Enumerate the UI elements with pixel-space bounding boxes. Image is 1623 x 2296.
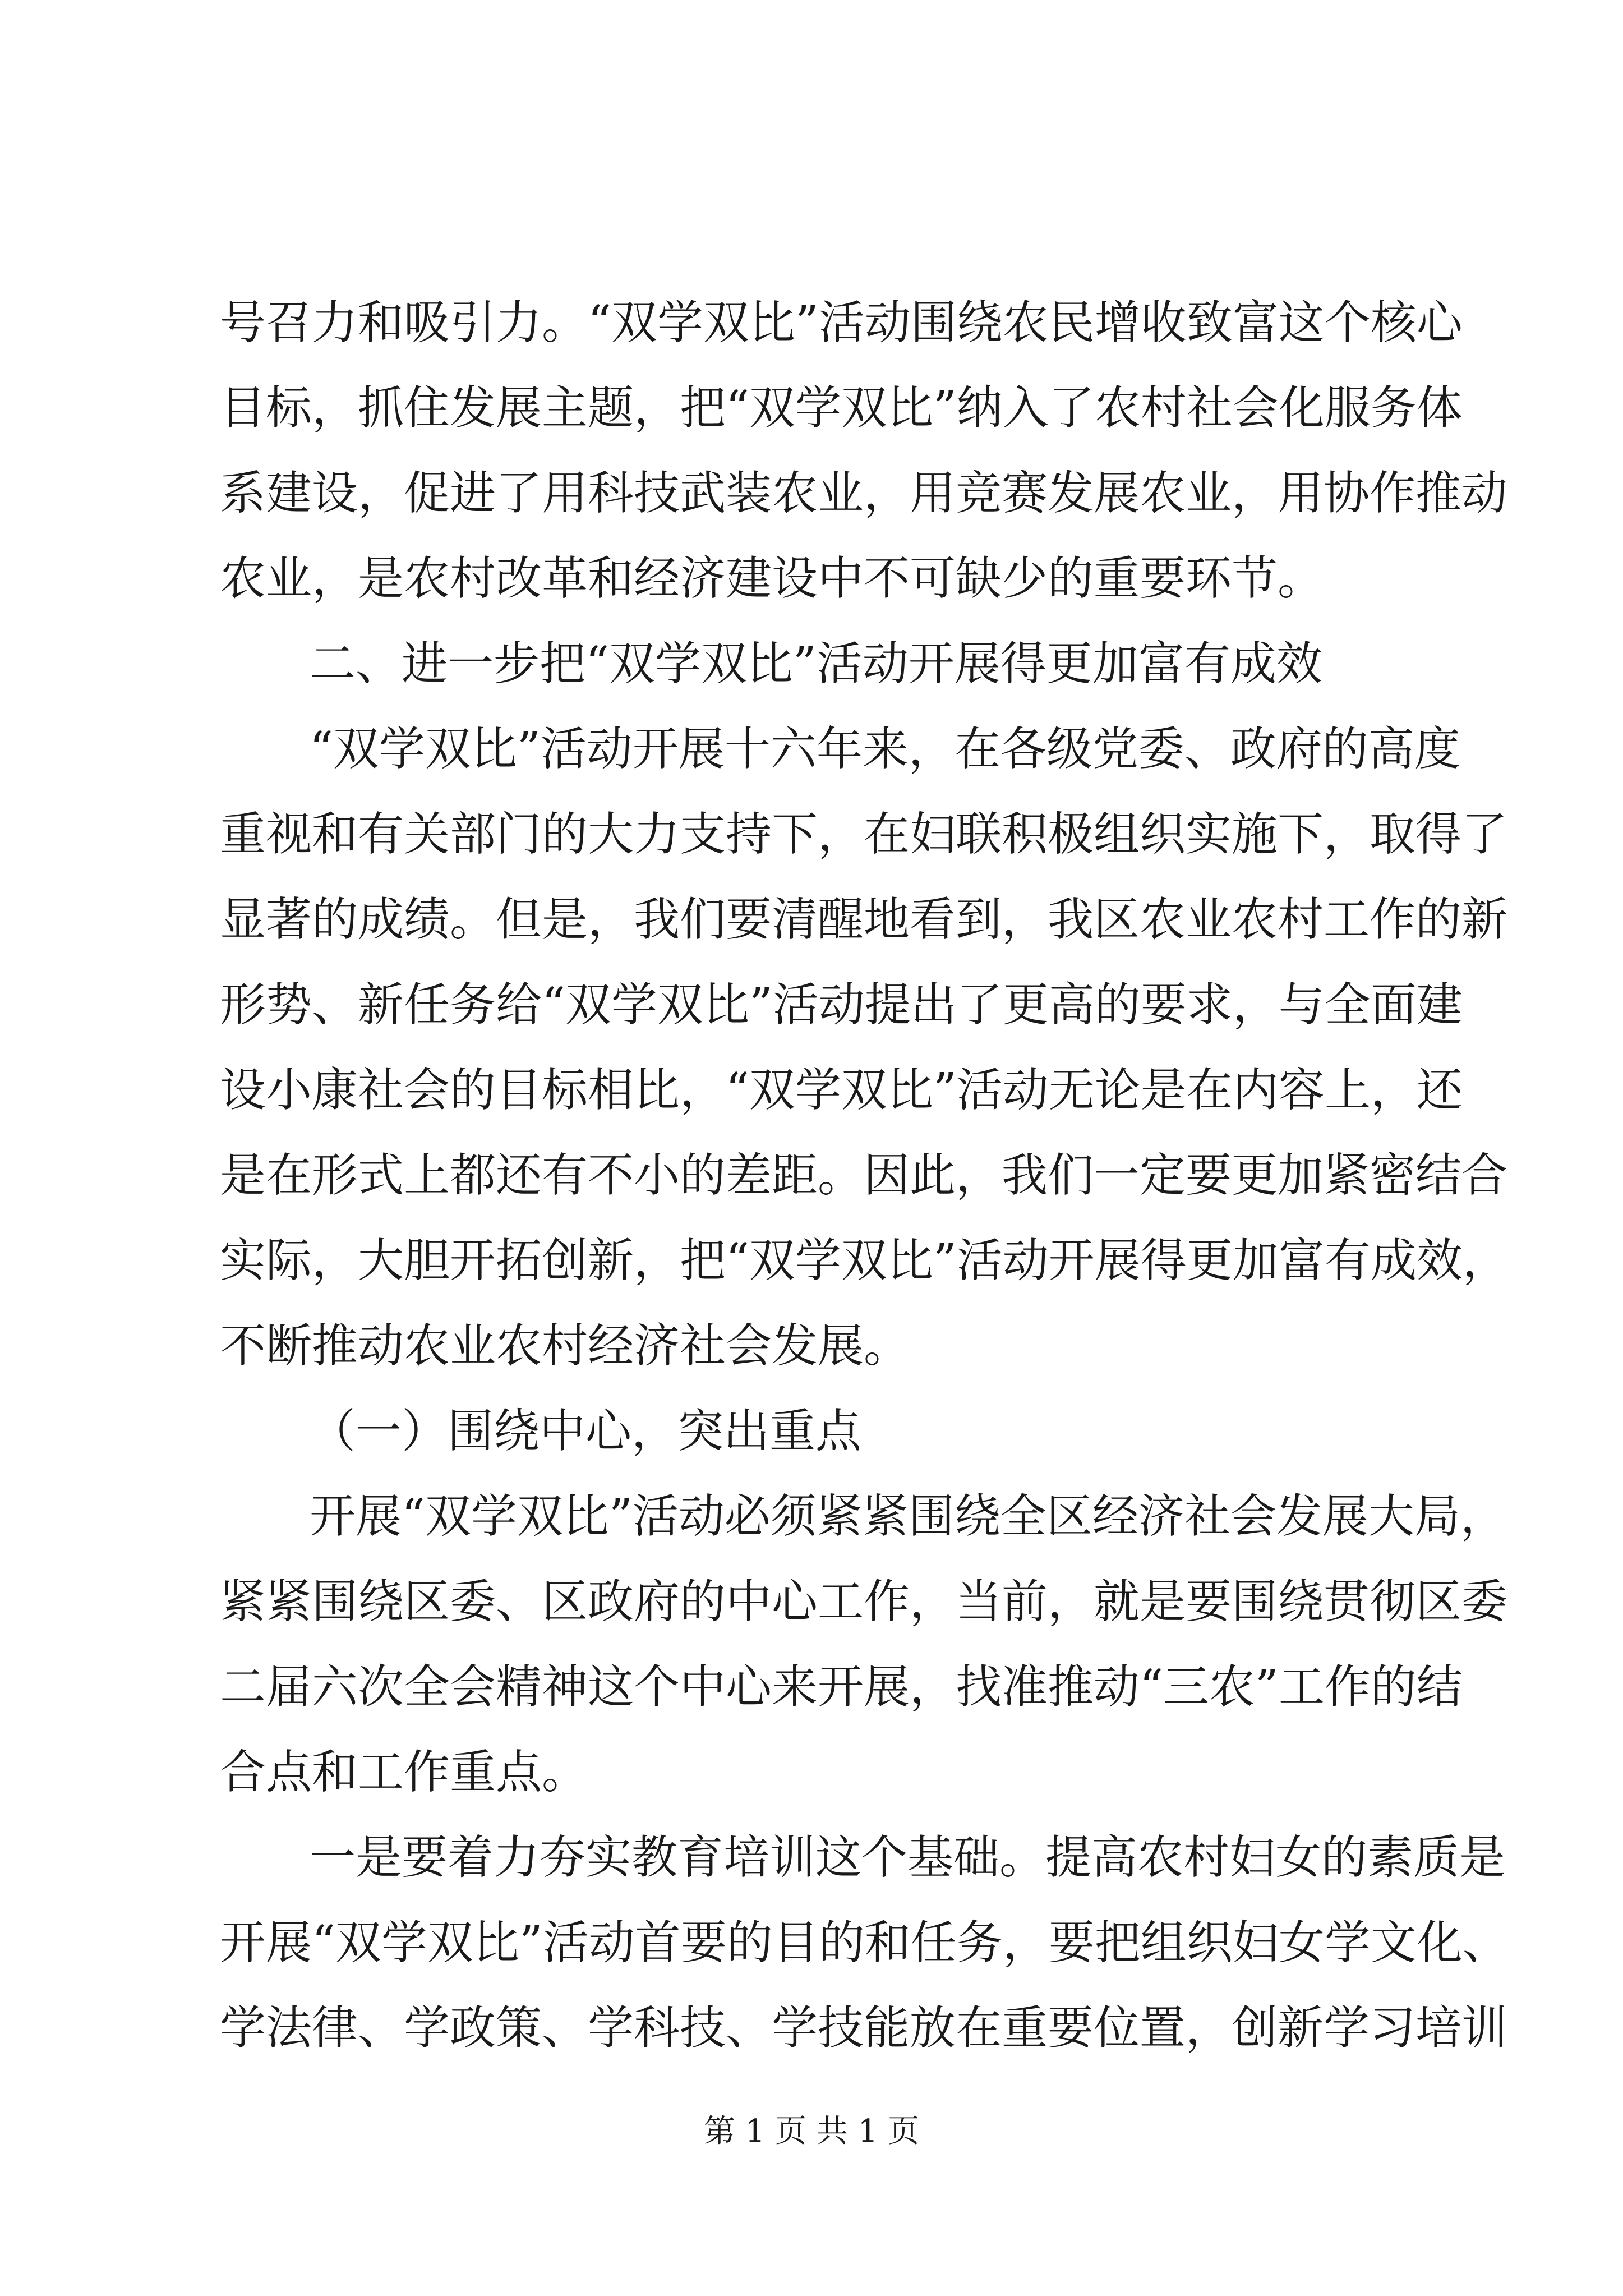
text-line: 实际，大胆开拓创新，把“双学双比”活动开展得更加富有成效， — [220, 1234, 1509, 1287]
text-line: 系建设，促进了用科技武装农业，用竞赛发展农业，用协作推动 — [220, 467, 1508, 520]
page-number: 第 1 页 共 1 页 — [703, 2113, 920, 2150]
section-heading: 二、进一步把“双学双比”活动开展得更加富有成效 — [310, 637, 1322, 691]
text-line: 农业，是农村改革和经济建设中不可缺少的重要环节。 — [220, 552, 1324, 605]
subsection-heading: （一）围绕中心，突出重点 — [310, 1405, 862, 1458]
text-line: 设小康社会的目标相比，“双学双比”活动无论是在内容上，还 — [220, 1064, 1463, 1117]
text-line: 二届六次全会精神这个中心来开展，找准推动“三农”工作的结 — [220, 1660, 1463, 1714]
document-body — [220, 280, 1509, 2071]
text-line: 目标，抓住发展主题，把“双学双比”纳入了农村社会化服务体 — [220, 381, 1463, 435]
text-line: 合点和工作重点。 — [220, 1746, 588, 1799]
text-line: 形势、新任务给“双学双比”活动提出了更高的要求，与全面建 — [220, 978, 1463, 1032]
text-line: 号召力和吸引力。“双学双比”活动围绕农民增收致富这个核心 — [220, 296, 1463, 349]
text-line: 学法律、学政策、学科技、学技能放在重要位置，创新学习培训 — [220, 2001, 1508, 2055]
text-line: 开展“双学双比”活动首要的目的和任务，要把组织妇女学文化、 — [220, 1916, 1509, 1970]
text-line: 是在形式上都还有不小的差距。因此，我们一定要更加紧密结合 — [220, 1149, 1508, 1202]
text-line: 一是要着力夯实教育培训这个基础。提高农村妇女的素质是 — [310, 1831, 1506, 1884]
text-line: 紧紧围绕区委、区政府的中心工作，当前，就是要围绕贯彻区委 — [220, 1575, 1508, 1628]
text-line: 显著的成绩。但是，我们要清醒地看到，我区农业农村工作的新 — [220, 893, 1508, 946]
text-line: “双学双比”活动开展十六年来，在各级党委、政府的高度 — [310, 723, 1460, 776]
page-footer — [0, 2109, 1623, 2154]
text-line: 重视和有关部门的大力支持下，在妇联积极组织实施下，取得了 — [220, 808, 1508, 861]
text-line: 不断推动农业农村经济社会发展。 — [220, 1319, 910, 1373]
text-line: 开展“双学双比”活动必须紧紧围绕全区经济社会发展大局， — [310, 1490, 1506, 1543]
